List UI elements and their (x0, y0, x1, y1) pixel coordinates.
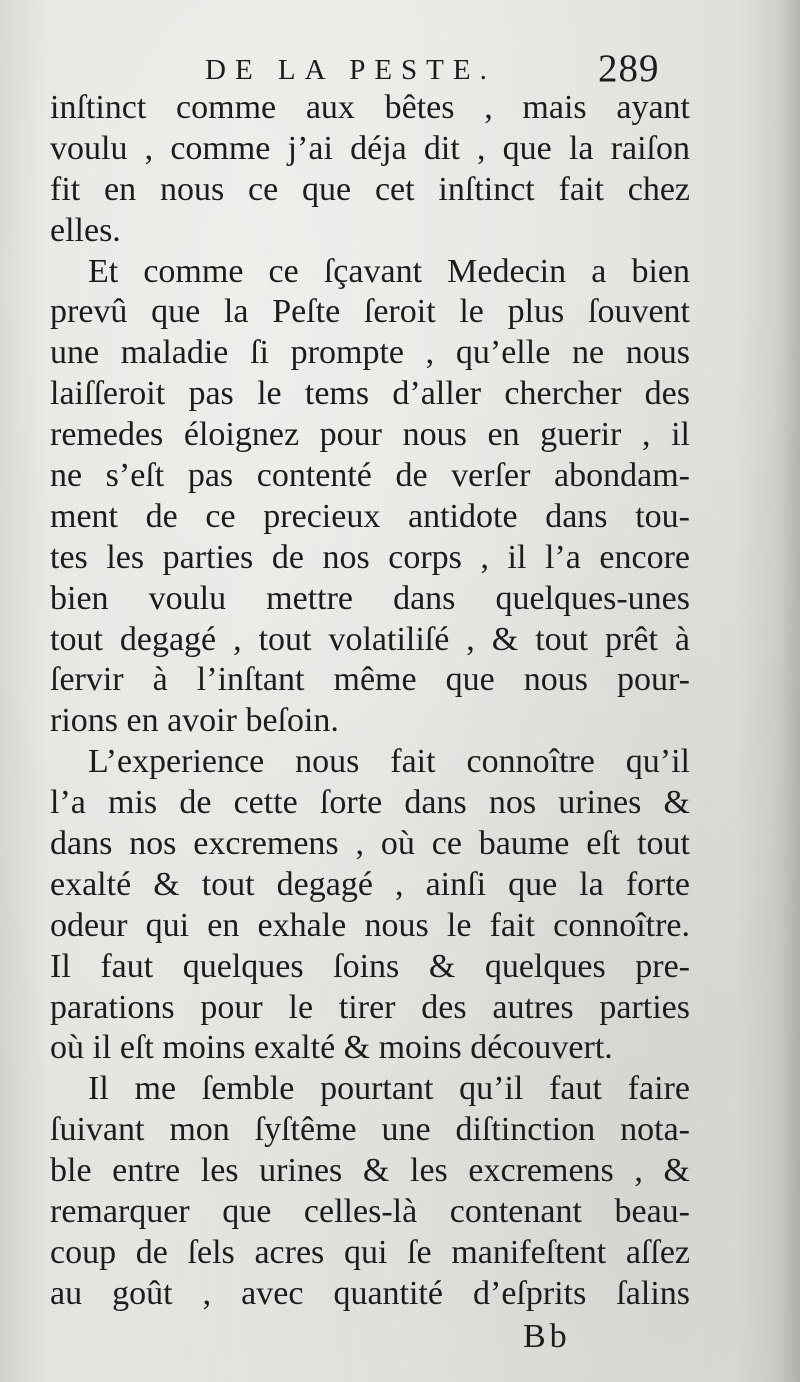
text-line: remarquer que celles-là contenant beau- (50, 1193, 690, 1231)
body-text (50, 88, 690, 1315)
text-line: elles. (50, 211, 121, 249)
paragraph-first-line: L’experience nous fait connoître qu’il (88, 743, 690, 781)
text-line: coup de ſels acres qui ſe manifeſtent aſſez (50, 1233, 690, 1271)
signature-mark: Bb (523, 1318, 571, 1355)
page-edge-shadow (778, 0, 800, 1382)
running-title: DE LA PESTE. (205, 54, 496, 86)
text-line: parations pour le tirer des autres parties (50, 988, 690, 1026)
text-line: remedes éloignez pour nous en guerir , il (50, 416, 690, 454)
paragraph-first-line: Il me ſemble pourtant qu’il faut faire (88, 1070, 690, 1108)
text-line: laiſſeroit pas le tems d’aller chercher des (50, 375, 690, 413)
text-line: ſervir à l’inſtant même que nous pour- (50, 661, 690, 699)
text-line: au goût , avec quantité d’eſprits ſalins (50, 1274, 690, 1312)
text-line: ſuivant mon ſyſtême une diſtinction nota- (50, 1111, 690, 1149)
text-line: rions en avoir beſoin. (50, 702, 339, 740)
text-line: dans nos excremens , où ce baume eſt tout (50, 825, 690, 863)
text-line: ne s’eſt pas contenté de verſer abondam- (50, 457, 690, 495)
text-line: tes les parties de nos corps , il l’a encore (50, 538, 690, 576)
text-line: ment de ce precieux antidote dans tou- (50, 497, 690, 535)
text-line: où il eſt moins exalté & moins découvert. (50, 1029, 613, 1067)
text-line: ble entre les urines & les excremens , & (50, 1152, 690, 1190)
text-line: exalté & tout degagé , ainſi que la forte (50, 865, 690, 903)
text-line: fit en nous ce que cet inſtinct fait chez (50, 170, 690, 208)
text-line: odeur qui en exhale nous le fait connoître. (50, 906, 690, 944)
text-line: l’a mis de cette ſorte dans nos urines & (50, 784, 690, 822)
text-line: voulu , comme j’ai déja dit , que la raiſon (50, 129, 690, 167)
text-line: bien voulu mettre dans quelques-unes (50, 579, 690, 617)
text-line: prevû que la Peſte ſeroit le plus ſouvent (50, 293, 690, 331)
paragraph-first-line: Et comme ce ſçavant Medecin a bien (88, 252, 690, 290)
text-line: Il faut quelques ſoins & quelques pre- (50, 947, 690, 985)
page-number: 289 (598, 47, 660, 90)
text-line: tout degagé , tout volatiliſé , & tout prêt à (50, 620, 690, 658)
text-line: inſtinct comme aux bêtes , mais ayant (50, 89, 690, 126)
text-line: une maladie ſi prompte , qu’elle ne nous (50, 334, 690, 372)
